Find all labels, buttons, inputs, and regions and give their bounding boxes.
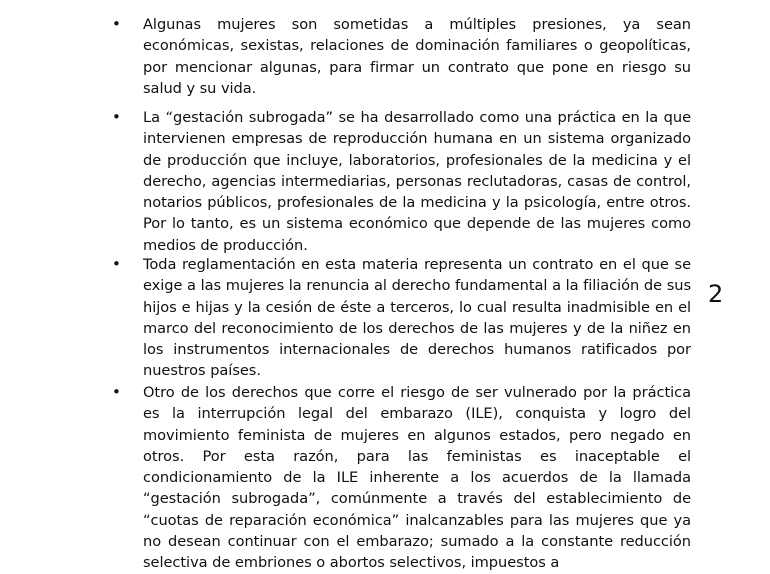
bullet-dot: • bbox=[112, 15, 121, 33]
bullet-paragraph: Otro de los derechos que corre el riesgo de ser vulnerado por la práctica es la interrupción legal del embarazo (ILE), conquista y logro del movimiento feminista de mujeres en algunos estados, pero negado en otros. Por esta razón, para las feministas es inaceptable el condicionamiento de la ILE inherente a los acuerdos de la llamada “gestación subrogada”, comúnmente a través del establecimiento de “cuotas de reparación económica” inalcanzables para las mujeres que ya no desean continuar con el embarazo; sumado a la constante reducción selectiva de embriones o abortos selectivos, impuestos a bbox=[143, 384, 691, 572]
bullet-dot: • bbox=[112, 255, 121, 273]
bullet-paragraph: Algunas mujeres son sometidas a múltiples presiones, ya sean económicas, sexistas, relaciones de dominación familiares o geopolíticas, por mencionar algunas, para firmar un contrato que pone en riesgo su salud y su vida. bbox=[143, 16, 691, 97]
bullet-dot: • bbox=[112, 108, 121, 126]
page-number: 2 bbox=[708, 280, 724, 308]
bullet-paragraph: Toda reglamentación en esta materia representa un contrato en el que se exige a las mujeres la renuncia al derecho fundamental a la filiación de sus hijos e hijas y la cesión de éste a terceros, lo cual resulta inadmisible en el marco del reconocimiento de los derechos de las mujeres y de la niñez en los instrumentos internacionales de derechos humanos ratificados por nuestros países. bbox=[143, 256, 691, 380]
bullet-dot: • bbox=[112, 383, 121, 401]
bullet-paragraph: La “gestación subrogada” se ha desarrollado como una práctica en la que intervienen empresas de reproducción humana en un sistema organizado de producción que incluye, laboratorios, profesionales de la medicina y el derecho, agencias intermediarias, personas reclutadoras, casas de control, notarios públicos, profesionales de la medicina y la psicología, entre otros. Por lo tanto, es un sistema económico que depende de las mujeres como medios de producción. bbox=[143, 109, 691, 254]
